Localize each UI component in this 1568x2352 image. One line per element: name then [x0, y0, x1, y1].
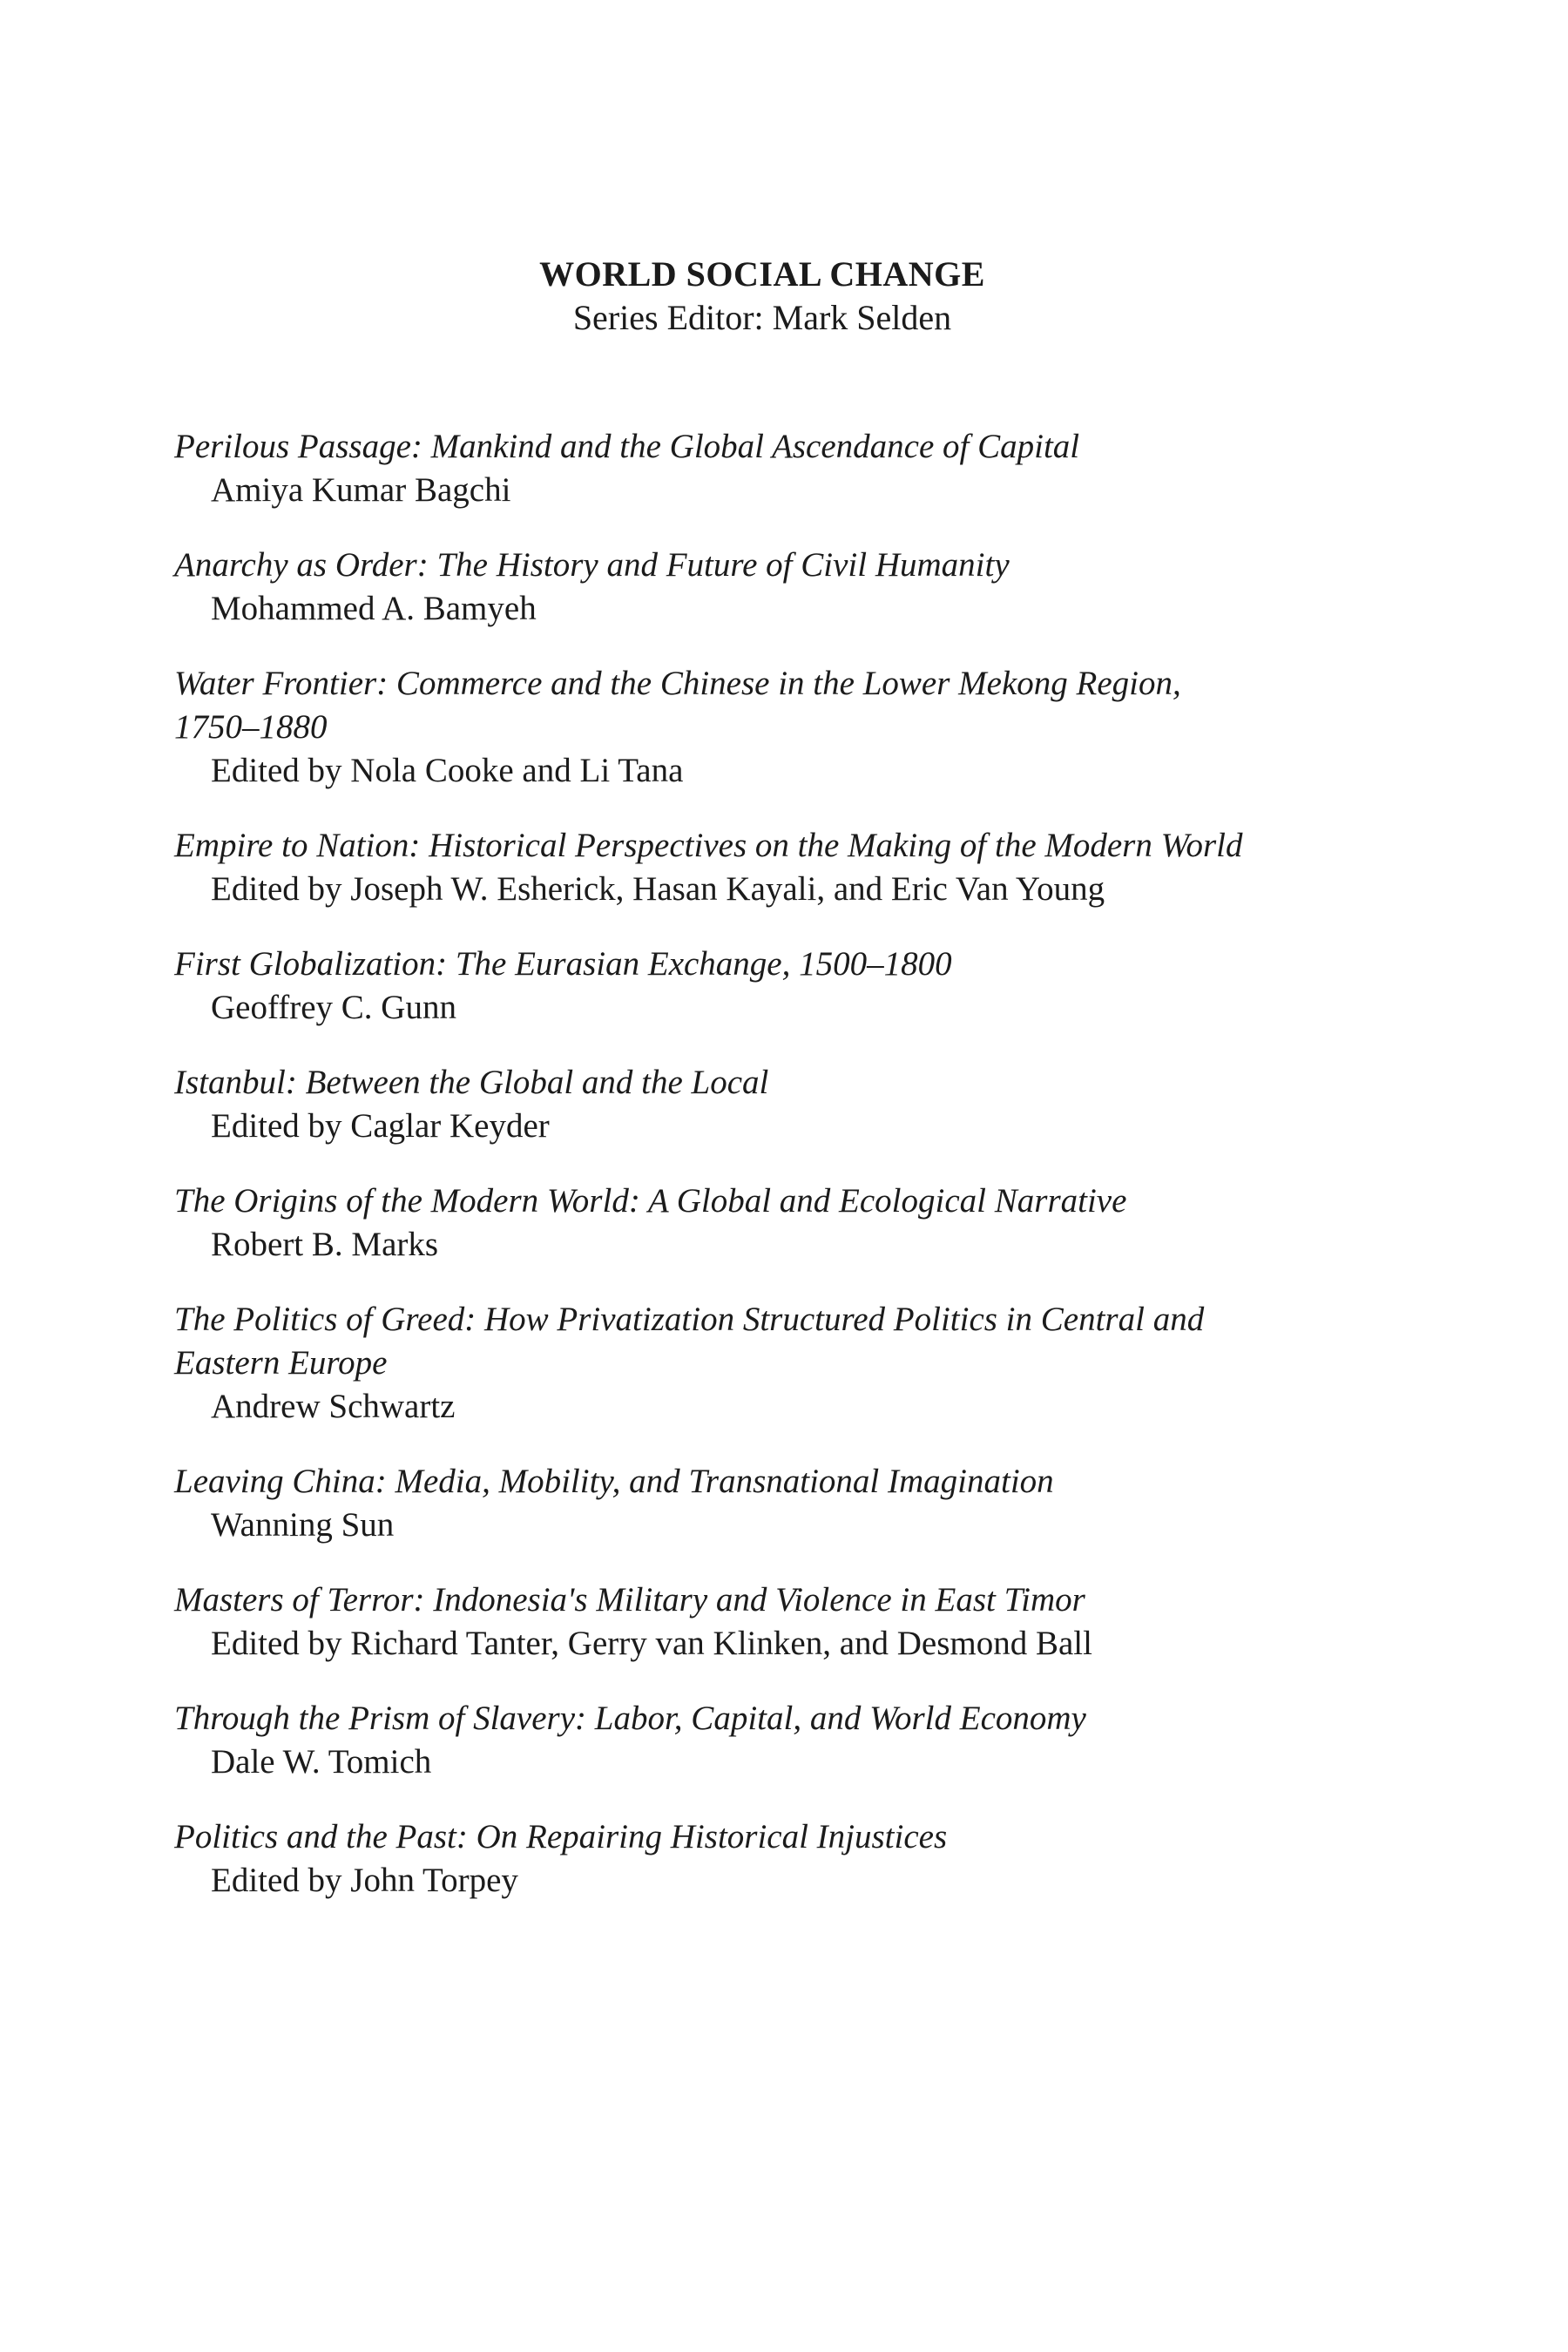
book-title: The Politics of Greed: How Privatization Structured Politics in Central and — [174, 1301, 1205, 1338]
book-author: Mohammed A. Bamyeh — [211, 590, 537, 627]
book-title: The Origins of the Modern World: A Global and Ecological Narrative — [174, 1182, 1127, 1220]
book-author: Edited by Joseph W. Esherick, Hasan Kayali, and Eric Van Young — [211, 870, 1105, 908]
book-title: Anarchy as Order: The History and Future of Civil Humanity — [174, 546, 1010, 584]
book-title: Istanbul: Between the Global and the Local — [174, 1064, 769, 1101]
book-entry — [174, 1061, 1394, 1148]
book-title-continued: 1750–1880 — [174, 708, 328, 746]
series-header — [0, 253, 1524, 340]
book-title: First Globalization: The Eurasian Exchange, 1500–1800 — [174, 945, 952, 983]
book-title: Masters of Terror: Indonesia's Military and Violence in East Timor — [174, 1581, 1085, 1619]
book-title: Perilous Passage: Mankind and the Global Ascendance of Capital — [174, 428, 1080, 465]
book-entry — [174, 943, 1394, 1030]
book-author: Geoffrey C. Gunn — [211, 989, 456, 1026]
book-author: Edited by John Torpey — [211, 1862, 518, 1899]
book-author: Edited by Caglar Keyder — [211, 1107, 550, 1145]
series-title: WORLD SOCIAL CHANGE — [539, 254, 985, 294]
book-title: Politics and the Past: On Repairing Historical Injustices — [174, 1818, 948, 1855]
book-entry — [174, 824, 1394, 911]
series-editor: Series Editor: Mark Selden — [572, 298, 952, 337]
book-entry — [174, 1179, 1394, 1267]
book-title: Through the Prism of Slavery: Labor, Capital, and World Economy — [174, 1700, 1086, 1737]
book-entry — [174, 1298, 1394, 1429]
book-title: Empire to Nation: Historical Perspectives on the Making of the Modern World — [174, 827, 1243, 864]
book-author: Andrew Schwartz — [211, 1388, 456, 1425]
book-author: Amiya Kumar Bagchi — [211, 471, 511, 509]
book-entry — [174, 1578, 1394, 1666]
book-list — [174, 425, 1394, 1934]
book-entry — [174, 1460, 1394, 1547]
book-entry — [174, 662, 1394, 793]
book-entry — [174, 425, 1394, 512]
book-entry — [174, 1697, 1394, 1784]
book-title: Leaving China: Media, Mobility, and Transnational Imagination — [174, 1463, 1054, 1500]
book-entry — [174, 1815, 1394, 1903]
book-title: Water Frontier: Commerce and the Chinese in the Lower Mekong Region, — [174, 665, 1181, 702]
book-entry — [174, 544, 1394, 631]
book-title-continued: Eastern Europe — [174, 1344, 388, 1382]
book-author: Edited by Nola Cooke and Li Tana — [211, 752, 684, 789]
book-author: Edited by Richard Tanter, Gerry van Klinken, and Desmond Ball — [211, 1625, 1092, 1662]
book-author: Dale W. Tomich — [211, 1743, 432, 1781]
book-author: Robert B. Marks — [211, 1226, 439, 1263]
book-author: Wanning Sun — [211, 1506, 395, 1544]
